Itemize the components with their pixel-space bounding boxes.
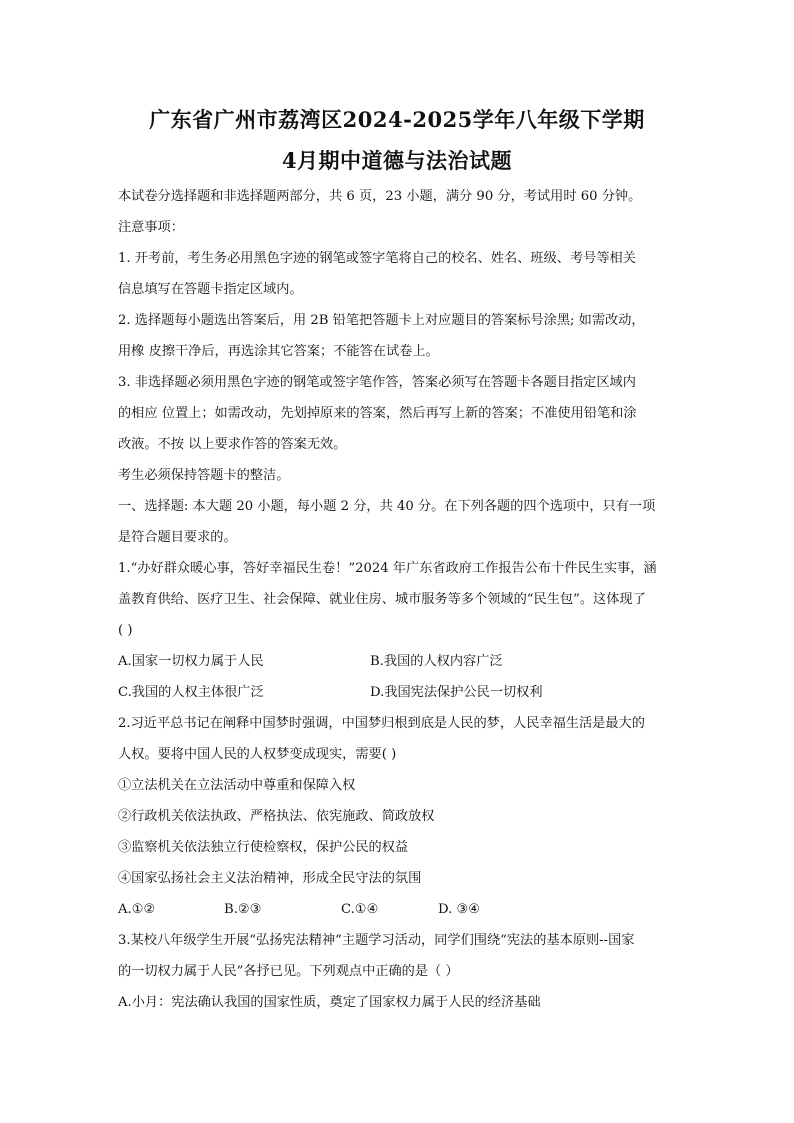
note-1-line1: 1. 开考前，考生务必用黑色字迹的钢笔或签字笔将自己的校名、姓名、班级、考号等相关 — [118, 251, 636, 266]
note-2-line1: 2. 选择题每小题选出答案后，用 2B 铅笔把答题卡上对应题目的答案标号涂黑; 如需改动， — [118, 313, 645, 328]
q1-stem-line2: 盖教育供给、医疗卫生、社会保障、就业住房、城市服务等多个领域的“民生包”。这体现了 — [118, 592, 646, 607]
q1-stem-line3: ( ) — [118, 623, 133, 638]
note-3-line2: 的相应 位置上；如需改动，先划掉原来的答案，然后再写上新的答案；不准使用铅笔和涂 — [118, 406, 637, 421]
q1-option-b: B.我国的人权内容广泛 — [370, 654, 503, 669]
q2-stem-line2: 人权。要将中国人民的人权梦变成现实，需要( ) — [118, 747, 397, 762]
q1-option-d: D.我国宪法保护公民一切权利 — [370, 685, 543, 700]
q3-stem-line1: 3.某校八年级学生开展“弘扬宪法精神”主题学习活动，同学们围绕“宪法的基本原则--国家 — [118, 933, 635, 948]
exam-title-line1: 广东省广州市荔湾区2024-2025学年八年级下学期 — [149, 107, 645, 132]
note-3-line1: 3. 非选择题必须用黑色字迹的钢笔或签字笔作答，答案必须写在答题卡各题目指定区域内 — [118, 375, 636, 390]
note-2-line2: 用橡 皮擦干净后，再选涂其它答案；不能答在试卷上。 — [118, 344, 439, 359]
q2-item-3: ③监察机关依法独立行使检察权，保护公民的权益 — [118, 840, 409, 855]
section1-heading-line1: 一、选择题: 本大题 20 小题，每小题 2 分，共 40 分。在下列各题的四个选项中，只有一项 — [118, 499, 656, 514]
q1-options-row1 — [118, 646, 688, 677]
q3-option-a: A.小月：宪法确认我国的国家性质，奠定了国家权力属于人民的经济基础 — [118, 995, 541, 1010]
notice-label: 注意事项： — [118, 220, 184, 235]
q1-option-a: A.国家一切权力属于人民 — [118, 654, 264, 669]
exam-title-line2: 4月期中道德与法治试题 — [281, 148, 513, 173]
q2-item-2: ②行政机关依法执政、严格执法、依宪施政、简政放权 — [118, 809, 435, 824]
q2-option-c: C.①④ — [341, 902, 379, 917]
note-1-line2: 信息填写在答题卡指定区域内。 — [118, 282, 303, 297]
q1-options-row2 — [118, 677, 688, 708]
q2-option-b: B.②③ — [224, 902, 262, 917]
q2-option-d: D. ③④ — [438, 902, 481, 917]
q3-stem-line2: 的一切权力属于人民”各抒已见。下列观点中正确的是（ ） — [118, 964, 459, 979]
exam-body — [118, 181, 688, 1018]
q2-options-row — [118, 894, 688, 925]
q1-option-c: C.我国的人权主体很广泛 — [118, 685, 264, 700]
q1-stem-line1: 1.“办好群众暖心事，答好幸福民生卷！”2024 年广东省政府工作报告公布十件民生实事，涵 — [118, 561, 657, 576]
q2-item-4: ④国家弘扬社会主义法治精神，形成全民守法的氛围 — [118, 871, 422, 886]
intro-text: 本试卷分选择题和非选择题两部分，共 6 页，23 小题，满分 90 分，考试用时 60 分钟。 — [118, 189, 642, 204]
section1-heading-line2: 是符合题目要求的。 — [118, 530, 237, 545]
q2-item-1: ①立法机关在立法活动中尊重和保障入权 — [118, 778, 356, 793]
note-4: 考生必须保持答题卡的整洁。 — [118, 468, 290, 483]
q2-option-a: A.①② — [118, 902, 156, 917]
note-3-line3: 改液。不按 以上要求作答的答案无效。 — [118, 437, 347, 452]
q2-stem-line1: 2.习近平总书记在阐释中国梦时强调，中国梦归根到底是人民的梦，人民幸福生活是最大的 — [118, 716, 645, 731]
